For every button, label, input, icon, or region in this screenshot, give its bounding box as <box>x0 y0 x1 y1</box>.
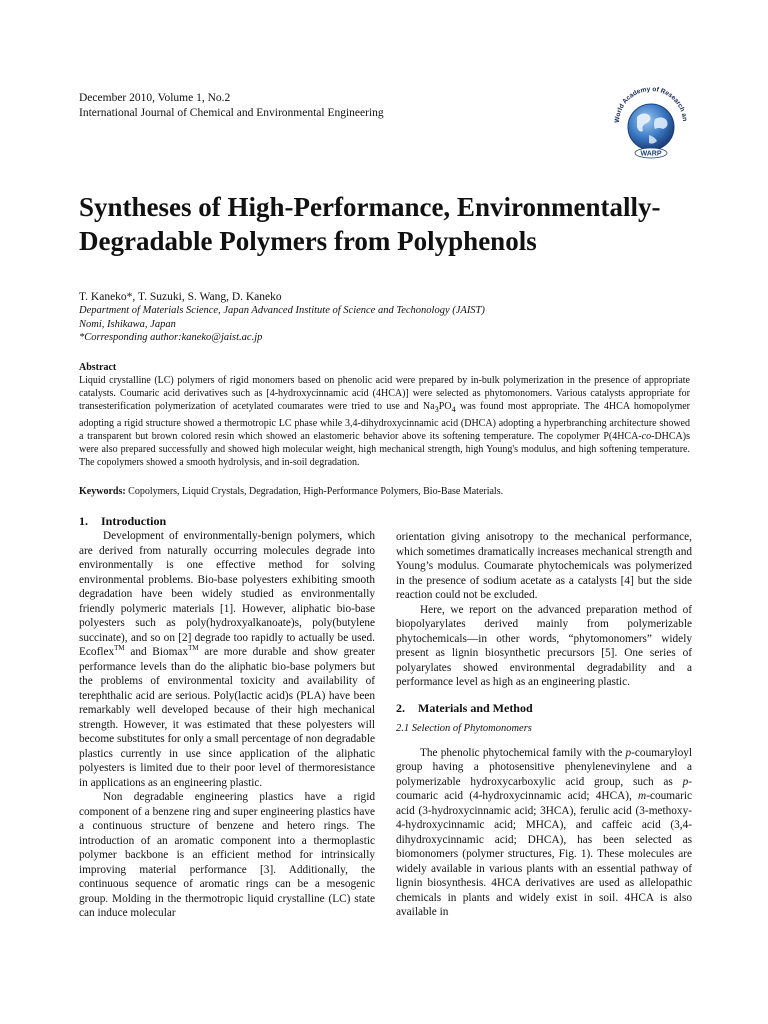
trademark: TM <box>114 644 125 653</box>
subscript: 4 <box>451 405 456 415</box>
logo-arc-text: World Academy of Research an <box>613 85 688 124</box>
abstract-heading: Abstract <box>79 362 117 373</box>
left-column <box>79 513 375 921</box>
issue-line: December 2010, Volume 1, No.2 <box>79 92 231 104</box>
abstract-text <box>79 374 690 469</box>
paragraph <box>396 746 692 920</box>
abstract-text-part: -DHCA)s were also prepared successfully and showed high molecular weight, high mechanical strength, high Young's modulus, and high softening temperature. The copolymers showed a smooth hydrolysis, and in-soil degradation. <box>79 430 690 469</box>
paragraph-text: -coumaric acid (4-hydroxycinnamic acid; 4HCA), <box>396 775 692 802</box>
italic-text: co <box>641 430 652 442</box>
logo-badge: WARP <box>640 150 662 158</box>
author-block <box>79 290 699 345</box>
paragraph-text: Development of environmentally-benign polymers, which are derived from naturally occurring molecules degrade into environmentally is one effective method for solving environmental problems. Bio-base polyesters exhibiting smooth degradation have been widely studied as environmentally friendly polymeric materials [1]. However, aliphatic bio-base polyesters such as poly(hydroxyalkanoate)s, poly(butylene succinate), and so on [2] degrade too rapidly to actually be used. Ecoflex <box>79 530 375 658</box>
affiliation-department: Department of Materials Science, Japan Advanced Institute of Science and Techonology (JAIST) <box>79 305 485 316</box>
section-number: 1. <box>79 514 88 528</box>
keywords-text: Copolymers, Liquid Crystals, Degradation, High-Performance Polymers, Bio-Base Materials. <box>125 486 504 497</box>
subsection-heading: 2.1 Selection of Phytomonomers <box>396 722 532 734</box>
italic-text: p <box>682 775 689 788</box>
italic-text: p <box>625 746 632 759</box>
abstract <box>79 361 690 469</box>
keywords <box>79 485 690 498</box>
paragraph <box>79 529 375 790</box>
paragraph: Non degradable engineering plastics have a rigid component of a benzene ring and super engineering plastics have a continuous structure of benzene and hetero rings. The introduction of an aromatic component into a thermoplastic polymer backbone is an efficient method for intrinsically improving material performance [3]. Additionally, the continuous sequence of aromatic rings can be a mesogenic group. Molding in the thermotropic liquid crystalline (LC) state can induce molecular <box>79 791 375 919</box>
publisher-logo <box>605 75 697 167</box>
journal-name: International Journal of Chemical and Environmental Engineering <box>79 107 384 119</box>
section-number: 2. <box>396 700 405 715</box>
paragraph-text: -coumaryloyl group having a photosensitive phenylenevinylene and a polymerizable hydroxycarboxylic acid group, such as <box>396 746 692 788</box>
paragraph-text: -coumaric acid (3-hydroxycinnamic acid; 3HCA), ferulic acid (3-methoxy-4-hydroxycinnamic acid; MHCA), and caffeic acid (3,4-dihydroxycinnamic acid; DHCA), has been selected as biomonomers (polymer structures, Fig. 1). These molecules are widely available in various plants with an essential pathway of lignin biosynthesis. 4HCA derivatives are used as allelopathic chemicals in plants and widely exist in soil. 4HCA is also available in <box>396 790 692 918</box>
paragraph-text: The phenolic phytochemical family with the <box>420 746 626 759</box>
section-title: Materials and Method <box>418 700 533 715</box>
right-column <box>396 530 692 920</box>
paper-title: Syntheses of High-Performance, Environmentally-Degradable Polymers from Polyphenols <box>79 192 661 256</box>
italic-text: m <box>638 790 647 802</box>
abstract-text-part: Liquid crystalline (LC) polymers of rigid monomers based on phenolic acid were prepared by in-bulk polymerization in the presence of appropriate catalysts. Coumaric acid derivatives such as [4-hydroxycinnamic acid (4HCA)] were selected as phytomonomers. Various catalysts appropriate for transesterification polymerization of acetylated coumarates were tried to use and Na <box>79 375 690 413</box>
author-list: T. Kaneko*, T. Suzuki, S. Wang, D. Kaneko <box>79 291 282 303</box>
trademark: TM <box>188 644 199 653</box>
journal-header <box>79 91 599 121</box>
paragraph: Here, we report on the advanced preparation method of biopolyarylates derived mainly from polymerizable phytochemicals—in other words, “phytomonomers” widely present as lignin biosynthetic precursors [5]. One series of polyarylates showed environmental degradability and a performance level as high as an engineering plastic. <box>396 603 692 688</box>
affiliation-location: Nomi, Ishikawa, Japan <box>79 318 176 330</box>
abstract-text-part: was found most appropriate. The 4HCA homopolymer adopting a rigid structure showed a thermotropic LC phase while 3,4-dihydroxycinnamic acid (DHCA) adopting a hyperbranching architecture showed a transparent but brown colored resin which showed an elastomeric behavior above its softening temperature. The copolymer P(4HCA- <box>79 401 690 442</box>
section-title: Introduction <box>101 514 167 528</box>
corresponding-author: *Corresponding author:kaneko@jaist.ac.jp <box>79 332 263 343</box>
globe-logo-icon <box>605 75 697 167</box>
section-heading <box>396 700 692 716</box>
keywords-label: Keywords: <box>79 486 126 497</box>
abstract-text-part: PO <box>438 401 452 413</box>
paragraph-text: are more durable and show greater performance levels than do the aliphatic bio-base polymers but the problems of environmental toxicity and availability of terephthalic acid are serious. Poly(lactic acid)s (PLA) have been remarkably well developed because of their high mechanical strength. However, it was estimated that these polyesters will become substitutes for only a small percentage of non degradable plastics currently in use since application of the aliphatic polyesters is limited due to their poor level of thermoresistance in applications as an engineering plastic. <box>79 646 376 789</box>
section-heading <box>79 513 375 529</box>
subscript: 3 <box>434 405 439 415</box>
paragraph-continued: orientation giving anisotropy to the mechanical performance, which sometimes dramatically increases mechanical strength and Young’s modulus. Coumarate phytochemicals was polymerized in the presence of sodium acetate as a catalysts [4] but the side reaction could not be excluded. <box>396 531 692 601</box>
paragraph-text: and Biomax <box>124 646 189 658</box>
